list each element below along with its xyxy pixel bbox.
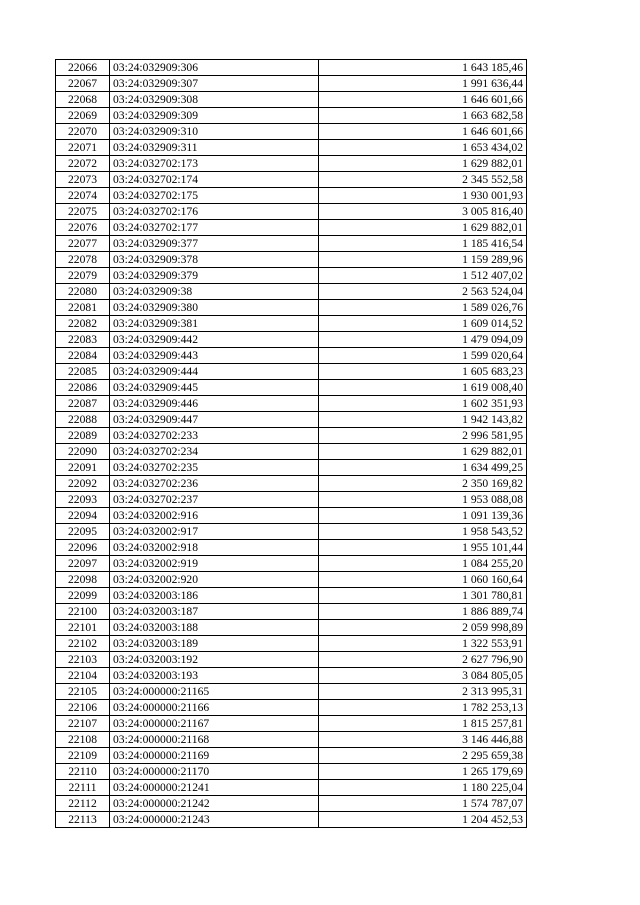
table-row	[56, 652, 527, 668]
value-cell: 1 609 014,52	[319, 316, 527, 332]
row-number-cell: 22072	[56, 156, 110, 172]
row-number-cell: 22077	[56, 236, 110, 252]
row-number-cell: 22082	[56, 316, 110, 332]
cadastral-number-cell: 03:24:000000:21167	[110, 716, 319, 732]
table-row	[56, 444, 527, 460]
table-row	[56, 268, 527, 284]
row-number-cell: 22092	[56, 476, 110, 492]
value-cell: 1 159 289,96	[319, 252, 527, 268]
table-row	[56, 348, 527, 364]
cadastral-number-cell: 03:24:032003:186	[110, 588, 319, 604]
row-number-cell: 22099	[56, 588, 110, 604]
value-cell: 1 619 008,40	[319, 380, 527, 396]
cadastral-number-cell: 03:24:032002:917	[110, 524, 319, 540]
row-number-cell: 22103	[56, 652, 110, 668]
table-row	[56, 316, 527, 332]
value-cell: 1 953 088,08	[319, 492, 527, 508]
row-number-cell: 22112	[56, 796, 110, 812]
row-number-cell: 22081	[56, 300, 110, 316]
cadastral-number-cell: 03:24:032702:234	[110, 444, 319, 460]
row-number-cell: 22093	[56, 492, 110, 508]
value-cell: 1 629 882,01	[319, 156, 527, 172]
value-cell: 3 005 816,40	[319, 204, 527, 220]
cadastral-number-cell: 03:24:032003:192	[110, 652, 319, 668]
value-cell: 2 345 552,58	[319, 172, 527, 188]
table-row	[56, 284, 527, 300]
row-number-cell: 22079	[56, 268, 110, 284]
value-cell: 1 301 780,81	[319, 588, 527, 604]
table-row	[56, 476, 527, 492]
value-cell: 1 653 434,02	[319, 140, 527, 156]
value-cell: 1 629 882,01	[319, 444, 527, 460]
cadastral-number-cell: 03:24:032909:308	[110, 92, 319, 108]
value-cell: 1 991 636,44	[319, 76, 527, 92]
row-number-cell: 22111	[56, 780, 110, 796]
value-cell: 1 479 094,09	[319, 332, 527, 348]
value-cell: 1 886 889,74	[319, 604, 527, 620]
cadastral-number-cell: 03:24:032909:377	[110, 236, 319, 252]
row-number-cell: 22084	[56, 348, 110, 364]
table-row	[56, 524, 527, 540]
cadastral-number-cell: 03:24:000000:21241	[110, 780, 319, 796]
cadastral-number-cell: 03:24:000000:21242	[110, 796, 319, 812]
table-row	[56, 732, 527, 748]
row-number-cell: 22087	[56, 396, 110, 412]
value-cell: 1 265 179,69	[319, 764, 527, 780]
value-cell: 1 589 026,76	[319, 300, 527, 316]
value-cell: 1 958 543,52	[319, 524, 527, 540]
table-row	[56, 812, 527, 828]
table-row	[56, 748, 527, 764]
table-row	[56, 684, 527, 700]
cadastral-number-cell: 03:24:000000:21170	[110, 764, 319, 780]
table-row	[56, 604, 527, 620]
value-cell: 1 955 101,44	[319, 540, 527, 556]
table-row	[56, 188, 527, 204]
cadastral-number-cell: 03:24:000000:21165	[110, 684, 319, 700]
value-cell: 1 574 787,07	[319, 796, 527, 812]
table-row	[56, 508, 527, 524]
cadastral-number-cell: 03:24:000000:21166	[110, 700, 319, 716]
row-number-cell: 22086	[56, 380, 110, 396]
table-row	[56, 300, 527, 316]
value-cell: 2 627 796,90	[319, 652, 527, 668]
row-number-cell: 22107	[56, 716, 110, 732]
cadastral-number-cell: 03:24:032702:233	[110, 428, 319, 444]
cadastral-number-cell: 03:24:032909:38	[110, 284, 319, 300]
value-cell: 2 563 524,04	[319, 284, 527, 300]
table-row	[56, 220, 527, 236]
value-cell: 1 185 416,54	[319, 236, 527, 252]
value-cell: 1 663 682,58	[319, 108, 527, 124]
table-row	[56, 780, 527, 796]
table-row	[56, 380, 527, 396]
row-number-cell: 22105	[56, 684, 110, 700]
value-cell: 1 605 683,23	[319, 364, 527, 380]
cadastral-number-cell: 03:24:032909:307	[110, 76, 319, 92]
value-cell: 2 313 995,31	[319, 684, 527, 700]
cadastral-number-cell: 03:24:032909:447	[110, 412, 319, 428]
row-number-cell: 22101	[56, 620, 110, 636]
row-number-cell: 22109	[56, 748, 110, 764]
row-number-cell: 22108	[56, 732, 110, 748]
value-cell: 1 815 257,81	[319, 716, 527, 732]
cadastral-number-cell: 03:24:032909:380	[110, 300, 319, 316]
table-row	[56, 92, 527, 108]
value-cell: 3 146 446,88	[319, 732, 527, 748]
table-row	[56, 140, 527, 156]
value-cell: 2 295 659,38	[319, 748, 527, 764]
row-number-cell: 22090	[56, 444, 110, 460]
table-row	[56, 396, 527, 412]
cadastral-number-cell: 03:24:032002:920	[110, 572, 319, 588]
cadastral-number-cell: 03:24:032002:916	[110, 508, 319, 524]
row-number-cell: 22106	[56, 700, 110, 716]
value-cell: 2 059 998,89	[319, 620, 527, 636]
cadastral-number-cell: 03:24:032909:443	[110, 348, 319, 364]
cadastral-number-cell: 03:24:032002:918	[110, 540, 319, 556]
cadastral-number-cell: 03:24:032909:379	[110, 268, 319, 284]
value-cell: 1 643 185,46	[319, 60, 527, 76]
cadastral-number-cell: 03:24:032909:444	[110, 364, 319, 380]
table-row	[56, 108, 527, 124]
cadastral-number-cell: 03:24:000000:21169	[110, 748, 319, 764]
value-cell: 1 629 882,01	[319, 220, 527, 236]
row-number-cell: 22083	[56, 332, 110, 348]
cadastral-number-cell: 03:24:032702:173	[110, 156, 319, 172]
row-number-cell: 22071	[56, 140, 110, 156]
cadastral-number-cell: 03:24:032702:237	[110, 492, 319, 508]
row-number-cell: 22110	[56, 764, 110, 780]
value-cell: 1 930 001,93	[319, 188, 527, 204]
cadastral-number-cell: 03:24:000000:21243	[110, 812, 319, 828]
value-cell: 1 060 160,64	[319, 572, 527, 588]
row-number-cell: 22097	[56, 556, 110, 572]
table-row	[56, 428, 527, 444]
row-number-cell: 22069	[56, 108, 110, 124]
value-cell: 1 646 601,66	[319, 124, 527, 140]
cadastral-number-cell: 03:24:032702:176	[110, 204, 319, 220]
row-number-cell: 22104	[56, 668, 110, 684]
table-row	[56, 204, 527, 220]
table-body	[56, 60, 527, 828]
row-number-cell: 22089	[56, 428, 110, 444]
cadastral-number-cell: 03:24:032909:445	[110, 380, 319, 396]
row-number-cell: 22098	[56, 572, 110, 588]
cadastral-number-cell: 03:24:032003:189	[110, 636, 319, 652]
cadastral-number-cell: 03:24:032909:306	[110, 60, 319, 76]
table-row	[56, 124, 527, 140]
table-row	[56, 76, 527, 92]
cadastral-number-cell: 03:24:032003:188	[110, 620, 319, 636]
value-cell: 1 091 139,36	[319, 508, 527, 524]
row-number-cell: 22073	[56, 172, 110, 188]
value-cell: 1 942 143,82	[319, 412, 527, 428]
cadastral-number-cell: 03:24:032702:236	[110, 476, 319, 492]
row-number-cell: 22078	[56, 252, 110, 268]
value-cell: 1 180 225,04	[319, 780, 527, 796]
row-number-cell: 22076	[56, 220, 110, 236]
cadastral-number-cell: 03:24:032002:919	[110, 556, 319, 572]
cadastral-number-cell: 03:24:032909:311	[110, 140, 319, 156]
row-number-cell: 22066	[56, 60, 110, 76]
row-number-cell: 22096	[56, 540, 110, 556]
table-row	[56, 412, 527, 428]
value-cell: 1 602 351,93	[319, 396, 527, 412]
row-number-cell: 22102	[56, 636, 110, 652]
table-row	[56, 492, 527, 508]
cadastral-number-cell: 03:24:032909:309	[110, 108, 319, 124]
table-row	[56, 172, 527, 188]
table-row	[56, 636, 527, 652]
table-row	[56, 588, 527, 604]
row-number-cell: 22070	[56, 124, 110, 140]
cadastral-number-cell: 03:24:032003:187	[110, 604, 319, 620]
table-row	[56, 364, 527, 380]
value-cell: 1 634 499,25	[319, 460, 527, 476]
cadastral-number-cell: 03:24:032909:446	[110, 396, 319, 412]
cadastral-number-cell: 03:24:032702:175	[110, 188, 319, 204]
cadastral-number-cell: 03:24:032702:177	[110, 220, 319, 236]
value-cell: 2 350 169,82	[319, 476, 527, 492]
value-cell: 1 084 255,20	[319, 556, 527, 572]
cadastral-number-cell: 03:24:032909:381	[110, 316, 319, 332]
value-cell: 1 646 601,66	[319, 92, 527, 108]
row-number-cell: 22080	[56, 284, 110, 300]
table-row	[56, 252, 527, 268]
row-number-cell: 22067	[56, 76, 110, 92]
value-cell: 1 512 407,02	[319, 268, 527, 284]
cadastral-number-cell: 03:24:000000:21168	[110, 732, 319, 748]
row-number-cell: 22068	[56, 92, 110, 108]
table-row	[56, 796, 527, 812]
table-row	[56, 332, 527, 348]
row-number-cell: 22100	[56, 604, 110, 620]
value-cell: 1 204 452,53	[319, 812, 527, 828]
row-number-cell: 22091	[56, 460, 110, 476]
table-row	[56, 716, 527, 732]
table-row	[56, 764, 527, 780]
row-number-cell: 22074	[56, 188, 110, 204]
table-row	[56, 668, 527, 684]
table-row	[56, 156, 527, 172]
row-number-cell: 22088	[56, 412, 110, 428]
table-row	[56, 620, 527, 636]
value-cell: 1 782 253,13	[319, 700, 527, 716]
table-row	[56, 700, 527, 716]
row-number-cell: 22075	[56, 204, 110, 220]
cadastral-number-cell: 03:24:032909:378	[110, 252, 319, 268]
table-row	[56, 460, 527, 476]
table-row	[56, 236, 527, 252]
row-number-cell: 22095	[56, 524, 110, 540]
table-row	[56, 540, 527, 556]
cadastral-number-cell: 03:24:032702:174	[110, 172, 319, 188]
cadastral-number-cell: 03:24:032909:310	[110, 124, 319, 140]
cadastral-number-cell: 03:24:032003:193	[110, 668, 319, 684]
cadastral-number-cell: 03:24:032909:442	[110, 332, 319, 348]
row-number-cell: 22094	[56, 508, 110, 524]
value-cell: 3 084 805,05	[319, 668, 527, 684]
table-row	[56, 556, 527, 572]
cadastral-value-table	[55, 59, 527, 828]
row-number-cell: 22085	[56, 364, 110, 380]
table-row	[56, 60, 527, 76]
value-cell: 1 599 020,64	[319, 348, 527, 364]
value-cell: 2 996 581,95	[319, 428, 527, 444]
row-number-cell: 22113	[56, 812, 110, 828]
table-row	[56, 572, 527, 588]
value-cell: 1 322 553,91	[319, 636, 527, 652]
cadastral-number-cell: 03:24:032702:235	[110, 460, 319, 476]
